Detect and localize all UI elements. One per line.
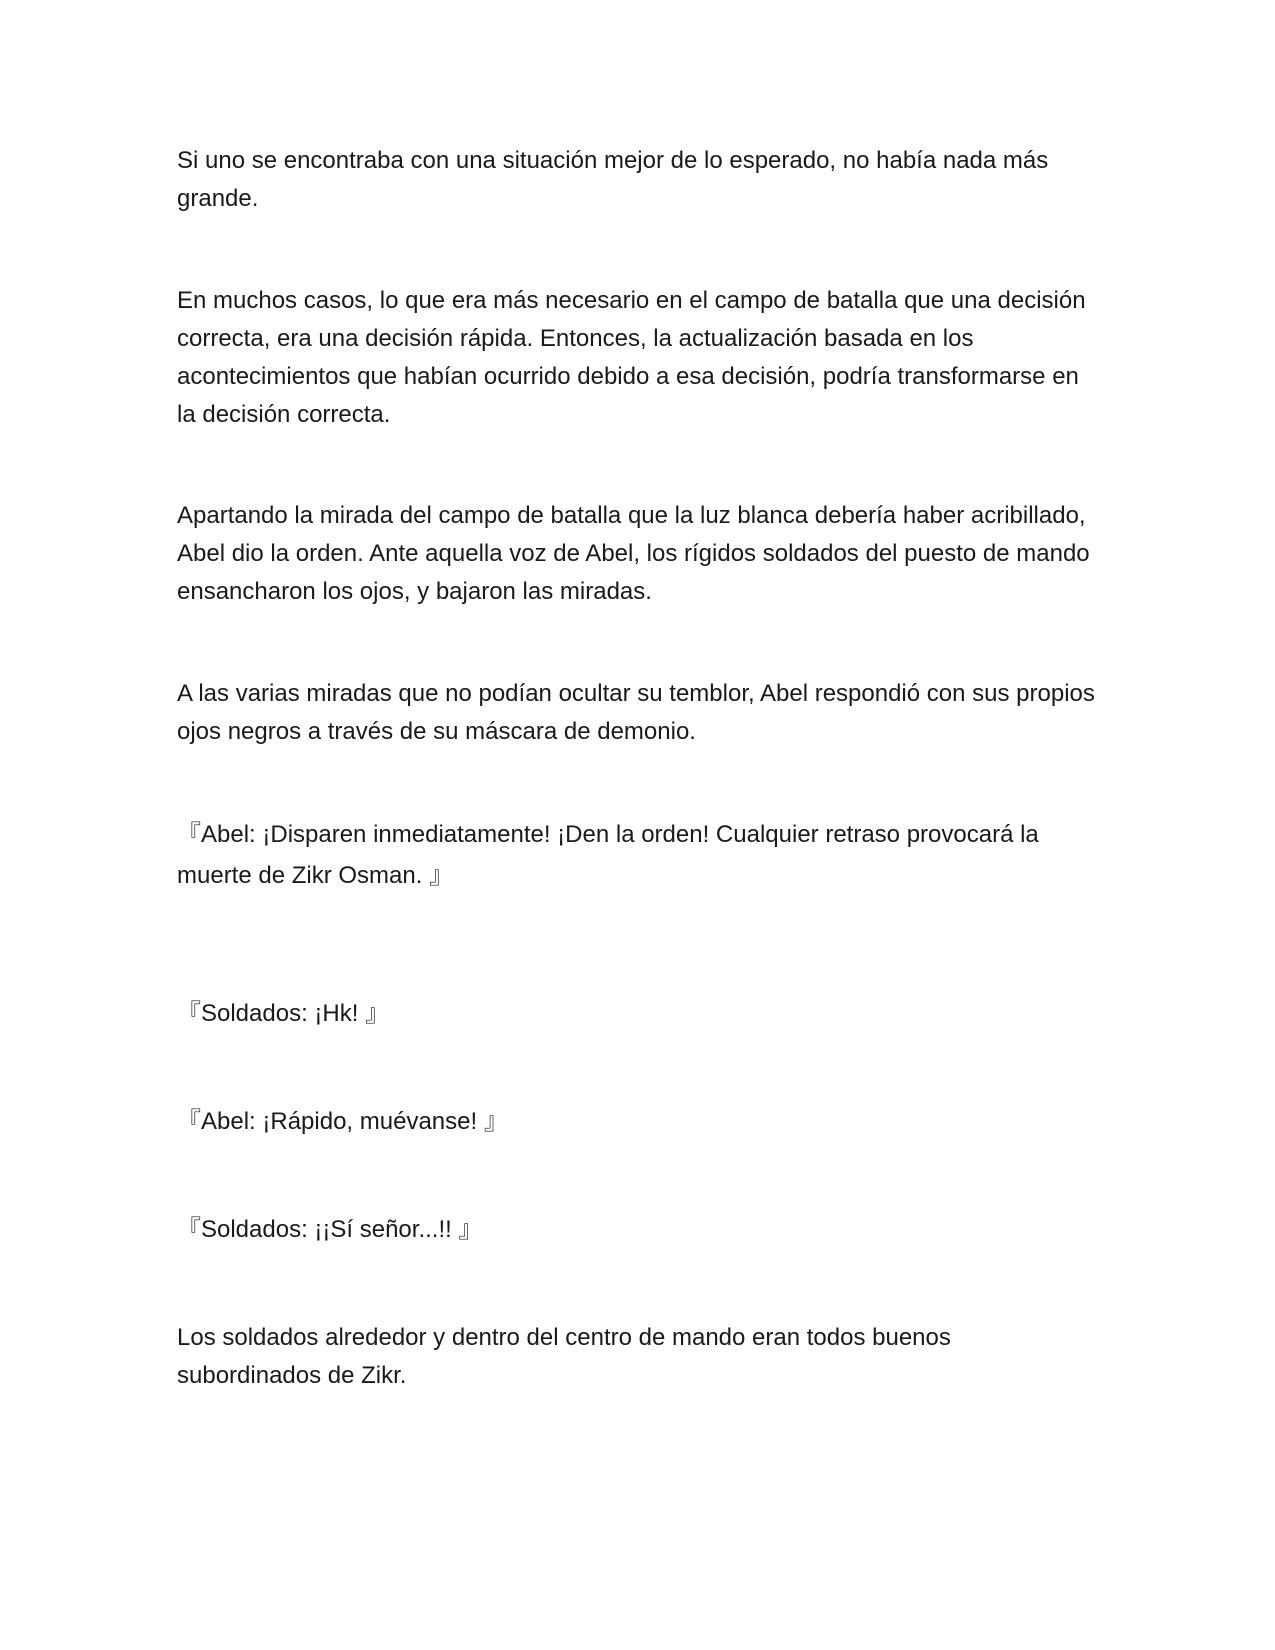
dialogue-soldiers-2: 『Soldados: ¡¡Sí señor...!! 』 — [177, 1216, 483, 1243]
dialogue-abel-2: 『Abel: ¡Rápido, muévanse! 』 — [177, 1108, 508, 1135]
paragraph-3: Apartando la mirada del campo de batalla que la luz blanca debería haber acribillado, Abel dio la orden. Ante aquella voz de Abel, los rígidos soldados del puesto de mando ensancharon los ojos, y bajaron las miradas. — [177, 502, 1097, 605]
paragraph-4: A las varias miradas que no podían ocultar su temblor, Abel respondió con sus propios ojos negros a través de su máscara de demonio. — [177, 680, 1102, 745]
dialogue-soldiers-1: 『Soldados: ¡Hk! 』 — [177, 1000, 390, 1027]
dialogue-abel-1: 『Abel: ¡Disparen inmediatamente! ¡Den la orden! Cualquier retraso provocará la muerte de Zikr Osman. 』 — [177, 821, 1046, 889]
paragraph-5: Los soldados alrededor y dentro del centro de mando eran todos buenos subordinados de Zikr. — [177, 1324, 958, 1389]
paragraph-2: En muchos casos, lo que era más necesario en el campo de batalla que una decisión correcta, era una decisión rápida. Entonces, la actualización basada en los acontecimientos que habían ocurrido debido a esa decisión, podría transformarse en la decisión correcta. — [177, 287, 1093, 428]
paragraph-1: Si uno se encontraba con una situación mejor de lo esperado, no había nada más grande. — [177, 147, 1055, 212]
